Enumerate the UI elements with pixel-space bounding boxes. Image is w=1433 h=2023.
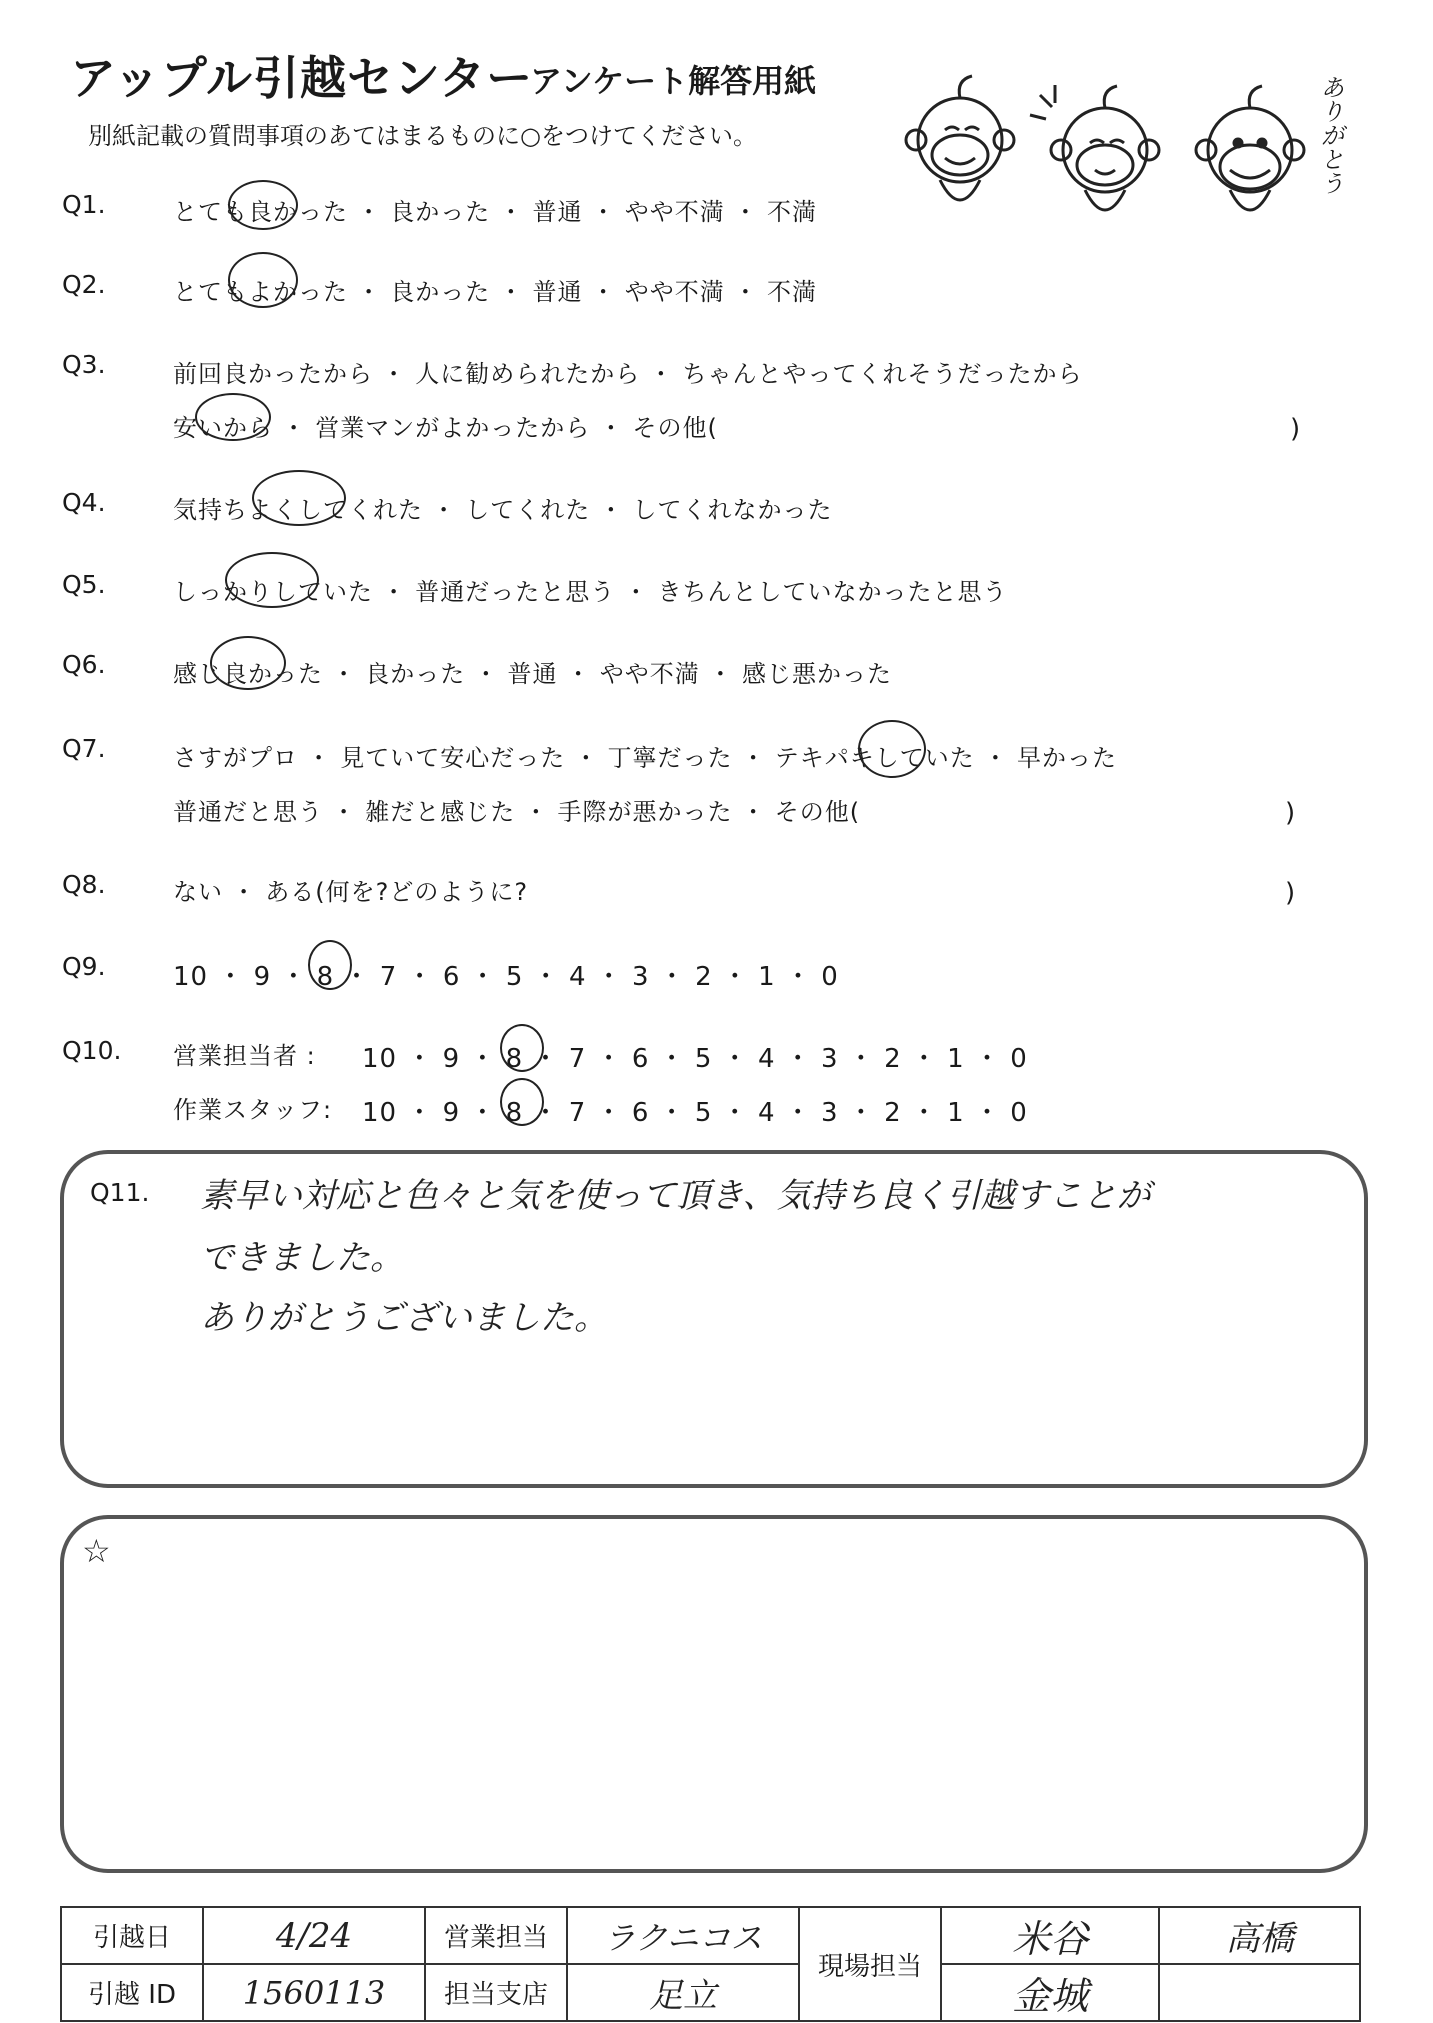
- q4-circle-mark: [252, 470, 346, 526]
- q5-circle-mark: [225, 552, 319, 608]
- star-mark: ☆: [82, 1532, 111, 1570]
- q11-answer-line3: ありがとうございました。: [200, 1298, 608, 1338]
- q8-label: Q8.: [62, 870, 106, 899]
- q10-label: Q10.: [62, 1036, 122, 1065]
- move-id-label: 引越 ID: [61, 1964, 203, 2021]
- q10-sales-label: 営業担当者 :: [173, 1042, 316, 1070]
- q10-staff-scale: 10 ・ 9 ・ 8 ・ 7 ・ 6 ・ 5 ・ 4 ・ 3 ・ 2 ・ 1 ・ 0: [362, 1098, 1028, 1128]
- form-title: アンケート解答用紙: [530, 62, 817, 100]
- q3-options-line1: 前回良かったから ・ 人に勧められたから ・ ちゃんとやってくれそうだったから: [173, 360, 1083, 388]
- q1-options: とても良かった ・ 良かった ・ 普通 ・ やや不満 ・ 不満: [173, 198, 818, 226]
- q8-close-paren: ): [1285, 878, 1296, 908]
- footer-info-table: [60, 1906, 1361, 2022]
- monkey-mascot-illustration: [890, 55, 1350, 235]
- empty-cell: [1159, 1964, 1360, 2021]
- move-date-label: 引越日: [61, 1907, 203, 1964]
- branch-label: 担当支店: [425, 1964, 567, 2021]
- q7-label: Q7.: [62, 734, 106, 763]
- site-staff-1: 米谷: [941, 1907, 1159, 1964]
- q4-label: Q4.: [62, 488, 106, 517]
- q7-options-line1: さすがプロ ・ 見ていて安心だった ・ 丁寧だった ・ テキパキしていた ・ 早かった: [173, 744, 1118, 772]
- q9-circle-mark: [308, 940, 352, 990]
- q5-label: Q5.: [62, 570, 106, 599]
- q9-scale: 10 ・ 9 ・ 8 ・ 7 ・ 6 ・ 5 ・ 4 ・ 3 ・ 2 ・ 1 ・ 0: [173, 962, 839, 992]
- q4-options: 気持ちよくしてくれた ・ してくれた ・ してくれなかった: [173, 496, 833, 524]
- q10-sales-circle-mark: [500, 1024, 544, 1072]
- q1-label: Q1.: [62, 190, 106, 219]
- thanks-vertical-text: ありがとう: [1316, 75, 1344, 195]
- branch-value: 足立: [567, 1964, 799, 2021]
- q10-staff-circle-mark: [500, 1078, 544, 1126]
- q8-options: ない ・ ある(何を?どのように?: [173, 878, 529, 906]
- q10-sales-scale: 10 ・ 9 ・ 8 ・ 7 ・ 6 ・ 5 ・ 4 ・ 3 ・ 2 ・ 1 ・ 0: [362, 1044, 1028, 1074]
- q1-circle-mark: [228, 180, 298, 230]
- q7-circle-mark: [858, 720, 926, 778]
- q3-options-line2: 安いから ・ 営業マンがよかったから ・ その他(: [173, 414, 718, 442]
- q6-circle-mark: [210, 636, 286, 690]
- q5-options: しっかりしていた ・ 普通だったと思う ・ きちんとしていなかったと思う: [173, 578, 1008, 606]
- site-staff-3: 金城: [941, 1964, 1159, 2021]
- q3-label: Q3.: [62, 350, 106, 379]
- site-staff-2: 高橋: [1159, 1907, 1360, 1964]
- star-comment-box: [60, 1515, 1368, 1873]
- company-title: アップル引越センター: [70, 51, 534, 105]
- q11-answer-line2: できました。: [200, 1238, 404, 1278]
- q2-circle-mark: [228, 252, 298, 308]
- q7-close-paren: ): [1285, 798, 1296, 828]
- q11-label: Q11.: [90, 1178, 150, 1207]
- q9-label: Q9.: [62, 952, 106, 981]
- instruction-text: 別紙記載の質問事項のあてはまるものに○をつけてください。: [88, 122, 757, 150]
- q7-options-line2: 普通だと思う ・ 雑だと感じた ・ 手際が悪かった ・ その他(: [173, 798, 861, 826]
- sales-rep-value: ラクニコス: [567, 1907, 799, 1964]
- site-staff-label: 現場担当: [799, 1907, 941, 2021]
- move-id-value: 1560113: [203, 1964, 425, 2021]
- q2-label: Q2.: [62, 270, 106, 299]
- move-date-value: 4/24: [203, 1907, 425, 1964]
- q3-close-paren: ): [1290, 414, 1301, 444]
- q3-circle-mark: [195, 393, 271, 441]
- q6-options: 感じ良かった ・ 良かった ・ 普通 ・ やや不満 ・ 感じ悪かった: [173, 660, 893, 688]
- q10-staff-label: 作業スタッフ:: [173, 1096, 333, 1124]
- q6-label: Q6.: [62, 650, 106, 679]
- q11-answer-line1: 素早い対応と色々と気を使って頂き、気持ち良く引越すことが: [200, 1176, 1151, 1216]
- sales-rep-label: 営業担当: [425, 1907, 567, 1964]
- q2-options: とてもよかった ・ 良かった ・ 普通 ・ やや不満 ・ 不満: [173, 278, 818, 306]
